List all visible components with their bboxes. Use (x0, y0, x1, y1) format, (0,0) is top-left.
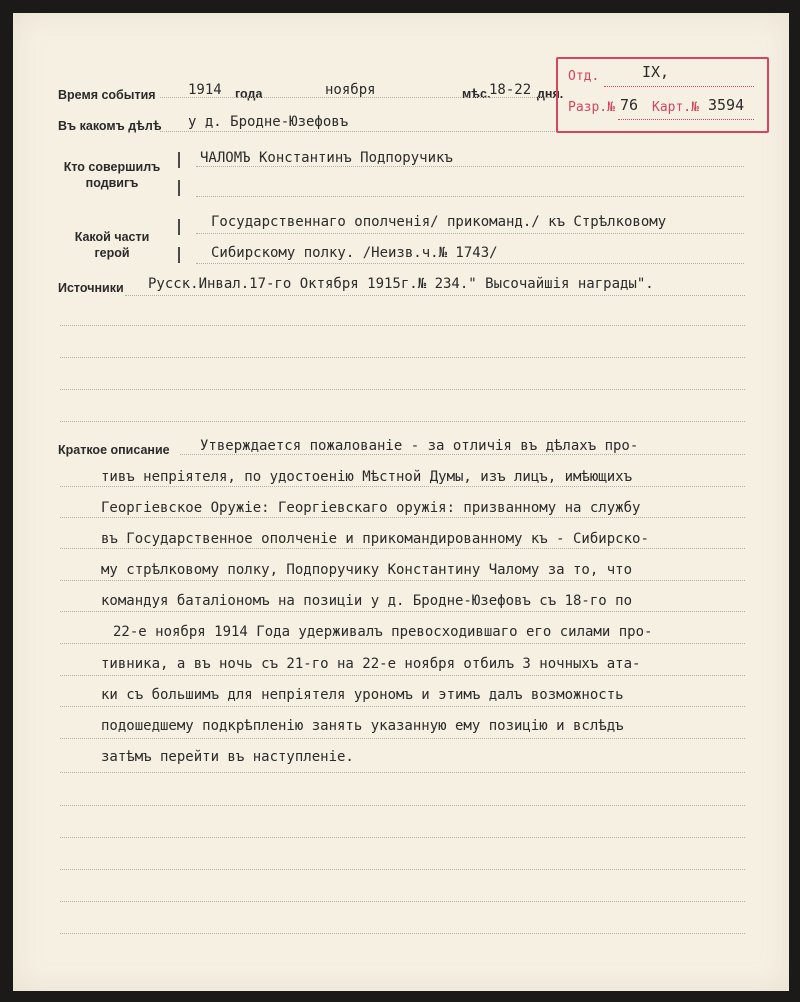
stamp-section-label: Разр.№ (568, 100, 615, 115)
dotted-rule (60, 805, 745, 806)
battle-value: у д. Бродне-Юзефовъ (188, 114, 349, 130)
dotted-rule (60, 517, 745, 518)
dotted-rule (60, 706, 745, 707)
who-value: ЧАЛОМЪ Константинъ Подпоручикъ (200, 150, 453, 166)
dotted-rule (60, 325, 745, 326)
dotted-rule (60, 389, 745, 390)
stamp-dept-value: IX, (642, 63, 670, 81)
description-line: му стрѣлковому полку, Подпоручику Константину Чалому за то, что (101, 562, 633, 578)
description-label: Краткое описание (58, 443, 170, 457)
dotted-rule (60, 901, 745, 902)
dotted-rule (60, 869, 745, 870)
dotted-rule (160, 131, 555, 132)
unit-label (52, 229, 172, 261)
event-days: 18-22 (489, 82, 532, 98)
who-label (52, 159, 172, 191)
dotted-rule (125, 295, 745, 296)
unit-line-1: Государственнаго ополченія/ прикоманд./ къ Стрѣлковому (211, 214, 667, 230)
description-line: въ Государственное ополченіе и прикомандированному къ - Сибирско- (101, 531, 649, 547)
event-month-label: мѣс. (462, 87, 491, 101)
dotted-rule (60, 357, 745, 358)
event-day-label: дня. (537, 87, 564, 101)
sources-label: Источники (58, 281, 124, 295)
battle-label: Въ какомъ дѣлѣ (58, 119, 162, 133)
dotted-rule (60, 643, 745, 644)
description-line: тивника, а въ ночь съ 21-го на 22-е ноября отбилъ 3 ночныхъ ата- (101, 656, 641, 672)
stamp-dept-label: Отд. (568, 69, 600, 84)
stamp-card-value: 3594 (708, 96, 745, 114)
description-line: тивъ непріятеля, по удостоенію Мѣстной Думы, изъ лицъ, имѣющихъ (101, 469, 633, 485)
dotted-rule (196, 166, 744, 167)
dotted-rule (60, 837, 745, 838)
dotted-rule (196, 196, 744, 197)
dotted-rule (196, 233, 744, 234)
description-line: 22-е ноября 1914 Года удерживалъ превосходившаго его силами про- (113, 624, 653, 640)
description-line: Георгіевское Оружіе: Георгіевскаго оружія: призванному на службу (101, 500, 641, 516)
bracket-bar (178, 219, 180, 235)
dotted-rule (196, 263, 744, 264)
description-line: подошедшему подкрѣпленію занять указанную ему позицію и вслѣдъ (101, 718, 624, 734)
bracket-bar (178, 152, 180, 168)
unit-label-line-1: Какой части (74, 230, 150, 244)
event-month: ноября (325, 82, 376, 98)
dotted-rule (60, 772, 745, 773)
who-label-line-2: подвигъ (85, 176, 139, 190)
dotted-rule (160, 97, 555, 98)
bracket-bar (178, 180, 180, 196)
who-label-line-1: Кто совершилъ (63, 160, 161, 174)
bracket-bar (178, 247, 180, 263)
event-year-suffix: года (235, 87, 263, 101)
dotted-rule (60, 675, 745, 676)
dotted-rule (60, 486, 745, 487)
sources-value: Русск.Инвал.17-го Октября 1915г.№ 234." Высочайшія награды". (148, 276, 654, 292)
stamp-rule (618, 119, 754, 120)
unit-line-2: Сибирскому полку. /Неизв.ч.№ 1743/ (211, 245, 498, 261)
description-line: командуя баталіономъ на позиціи у д. Бродне-Юзефовъ съ 18-го по (101, 593, 633, 609)
dotted-rule (60, 548, 745, 549)
stamp-rule (604, 86, 754, 87)
dotted-rule (60, 933, 745, 934)
dotted-rule (60, 421, 745, 422)
archive-stamp (556, 57, 769, 133)
dotted-rule (60, 738, 745, 739)
stamp-section-value: 76 (620, 96, 639, 114)
stamp-card-label: Карт.№ (652, 100, 699, 115)
description-line: затѣмъ перейти въ наступленіе. (101, 749, 354, 765)
dotted-rule (60, 580, 745, 581)
event-time-label: Время события (58, 88, 156, 102)
description-line: ки съ большимъ для непріятеля урономъ и этимъ далъ возможность (101, 687, 624, 703)
unit-label-line-2: герой (94, 246, 130, 260)
dotted-rule (180, 454, 745, 455)
dotted-rule (60, 611, 745, 612)
description-line: Утверждается пожалованіе - за отличія въ дѣлахъ про- (200, 438, 639, 454)
event-year: 1914 (188, 82, 222, 98)
